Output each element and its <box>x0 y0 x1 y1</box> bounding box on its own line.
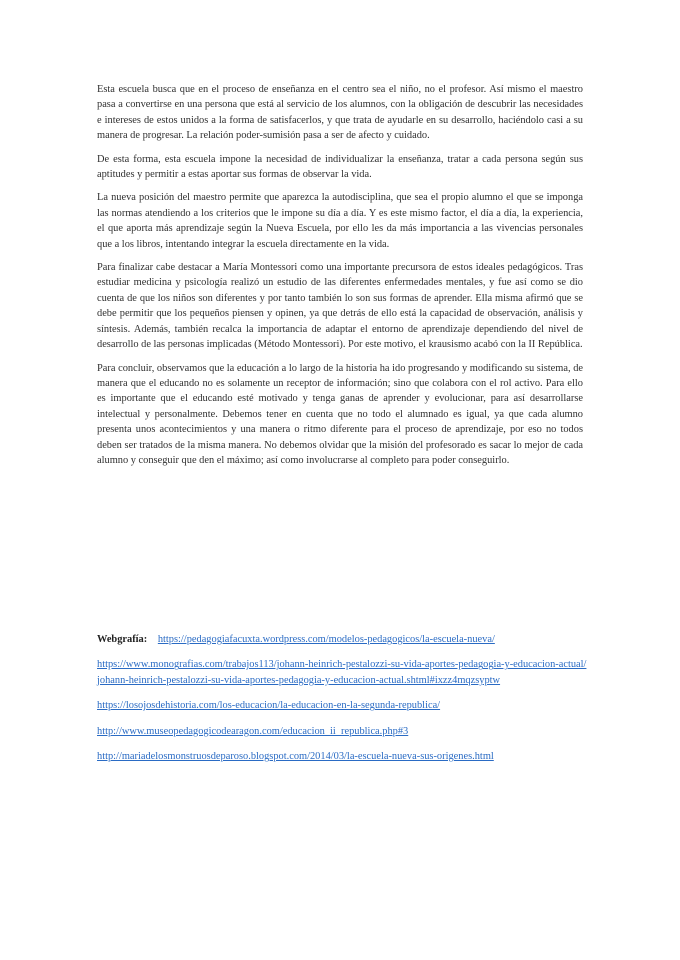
webgrafia-entry <box>97 698 587 713</box>
webgrafia-entry <box>97 749 587 764</box>
paragraph-montessori: Para finalizar cabe destacar a María Montessori como una importante precursora de estos ideales pedagógicos. Tras estudiar medicina y psicología realizó un estudio de las diferentes enfermedades mentales, y fue así como se dio cuenta de que los niños son diferentes y por tanto también lo son sus formas de aprender. Ella misma afirmó que se debe permitir que los pequeños piensen y opinen, ya que detrás de ello está la capacidad de observación, análisis y síntesis. Además, también recalca la importancia de adaptar el entorno de aprendizaje dependiendo del nivel de desarrollo de las personas implicadas (Método Montessori). Por este motivo, el krausismo acabó con la II República. <box>97 262 583 351</box>
paragraph-individualizar: De esta forma, esta escuela impone la necesidad de individualizar la enseñanza, tratar a cada persona según sus aptitudes y permitir a estas aportar sus formas de observar la vida. <box>97 153 583 181</box>
paragraph-escuela-centro: Esta escuela busca que en el proceso de enseñanza en el centro sea el niño, no el profesor. Así mismo el maestro pasa a convertirse en una persona que está al servicio de los alumnos, con la obligación de descubrir las necesidades e intereses de estos unidos a la forma de satisfacerlos, y que trata de ayudarle en su desarrollo, haciéndolo casi a su manera de progresar. La relación poder-sumisión pasa a ser de afecto y cuidado. <box>97 84 583 142</box>
webgrafia-link-escuela-nueva[interactable]: https://pedagogiafacuxta.wordpress.com/modelos-pedagogicos/la-escuela-nueva/ <box>157 634 495 645</box>
paragraph-autodisciplina: La nueva posición del maestro permite que aparezca la autodisciplina, que sea el propio alumno el que se imponga las normas atendiendo a los criterios que le impone su día a día. Y es este mismo factor, el día a día, la experiencia, el que aporta más aprendizaje según la Nueva Escuela, por ello les da más importancia a las vivencias personales que a los libros, intentando integrar la escuela directamente en la vida. <box>97 192 583 250</box>
webgrafia-first-entry <box>97 632 587 647</box>
webgrafia-section <box>97 632 587 774</box>
paragraph-conclusion: Para concluir, observamos que la educación a lo largo de la historia ha ido progresando y modificando su sistema, de manera que el educando no es solamente un receptor de información; sino que colabora con el rol activo. Para ello es importante que el educando esté motivado y tenga ganas de aprender y evolucionar, para así desarrollarse intelectual y personalmente. Debemos tener en cuenta que no todo el alumnado es igual, ya que cada alumno presenta unos acontecimientos y una manera o ritmo diferente para el proceso de aprendizaje, por eso no todos deben ser tratados de la misma manera. No debemos olvidar que la misión del profesorado es sacar lo mejor de cada alumno y conseguir que den el máximo; así como involucrarse al completo para poder conseguirlo. <box>97 362 583 466</box>
document-body <box>97 82 583 476</box>
webgrafia-label: Webgrafía: <box>97 634 148 645</box>
webgrafia-entry <box>97 657 587 688</box>
webgrafia-link-pestalozzi[interactable]: https://www.monografias.com/trabajos113/johann-heinrich-pestalozzi-su-vida-aportes-pedagogia-y-educacion-actual/johann-heinrich-pestalozzi-su-vida-aportes-pedagogia-y-educacion-actual.shtml#ixzz4mqzsyptw <box>97 659 587 686</box>
webgrafia-link-segunda-republica[interactable]: https://losojosdehistoria.com/los-educacion/la-educacion-en-la-segunda-republica/ <box>97 700 441 712</box>
webgrafia-link-origenes[interactable]: http://mariadelosmonstruosdeparoso.blogspot.com/2014/03/la-escuela-nueva-sus-origenes.html <box>97 751 494 763</box>
webgrafia-link-museo-pedagogico[interactable]: http://www.museopedagogicodearagon.com/educacion_ii_republica.php#3 <box>97 725 409 737</box>
webgrafia-entry <box>97 724 587 739</box>
